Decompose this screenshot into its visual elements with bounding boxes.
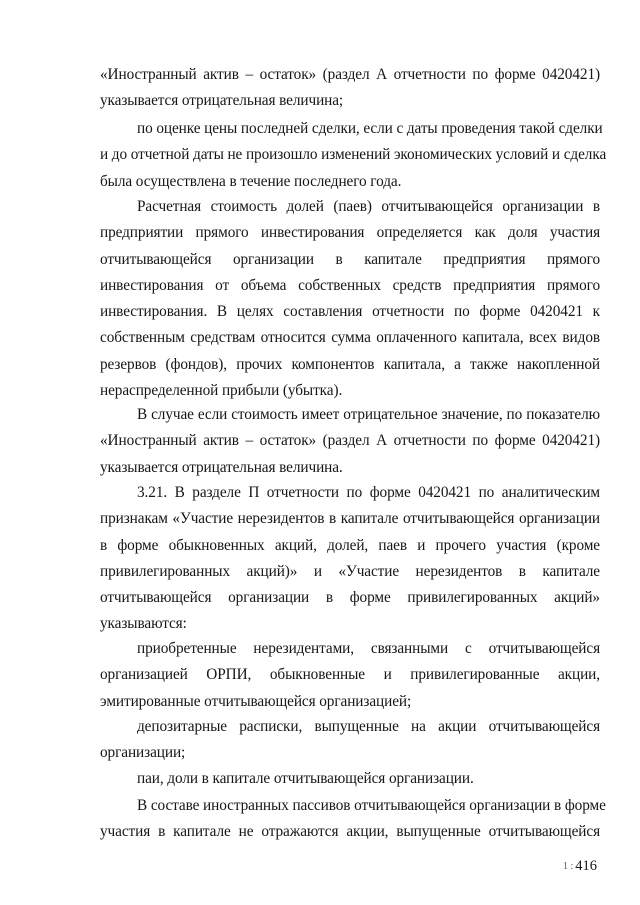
text-line: приобретенные нерезидентами, связанными с отчитывающейся bbox=[137, 640, 600, 657]
text-line: организацией ОРПИ, обыкновенные и привилегированные акции, bbox=[100, 666, 600, 684]
text-line: инвестирования. В целях составления отчетности по форме 0420421 к bbox=[100, 303, 600, 321]
text-line: и до отчетной даты не произошло изменений экономических условий и сделка bbox=[100, 146, 607, 164]
text-line: эмитированные отчитывающейся организацией; bbox=[100, 692, 412, 710]
text-line: депозитарные расписки, выпущенные на акции отчитывающейся bbox=[137, 718, 600, 735]
text-line: по оценке цены последней сделки, если с даты проведения такой сделки bbox=[137, 120, 603, 137]
text-line: Расчетная стоимость долей (паев) отчитывающейся организации в bbox=[137, 198, 600, 215]
paragraph bbox=[100, 480, 600, 638]
paragraph bbox=[100, 62, 600, 115]
text-line: предприятии прямого инвестирования определяется как доля участия bbox=[100, 224, 600, 242]
text-line: резервов (фондов), прочих компонентов капитала, а также накопленной bbox=[100, 355, 600, 373]
text-line: отчитывающейся организации в форме привилегированных акций» bbox=[100, 589, 600, 607]
text-line: 3.21. В разделе П отчетности по форме 0420421 по аналитическим bbox=[137, 484, 600, 501]
text-line: была осуществлена в течение последнего года. bbox=[100, 172, 402, 190]
page-number-mark: 1 : bbox=[563, 861, 574, 872]
page-number bbox=[563, 858, 597, 875]
text-line: инвестирования от объема собственных средств предприятия прямого bbox=[100, 276, 600, 294]
paragraph bbox=[100, 116, 607, 195]
text-line: указывается отрицательная величина. bbox=[100, 458, 343, 476]
text-line: нераспределенной прибыли (убытка). bbox=[100, 382, 343, 400]
text-line: собственным средствам относится сумма оплаченного капитала, всех видов bbox=[100, 329, 600, 347]
paragraph bbox=[100, 714, 600, 767]
text-line: признакам «Участие нерезидентов в капитале отчитывающейся организации bbox=[100, 510, 600, 528]
text-line: отчитывающейся организации в капитале предприятия прямого bbox=[100, 250, 600, 268]
text-line: паи, доли в капитале отчитывающейся организации. bbox=[137, 770, 474, 787]
page-number-value: 416 bbox=[575, 858, 598, 874]
paragraph bbox=[100, 766, 600, 792]
paragraph bbox=[100, 402, 600, 481]
text-line: В случае если стоимость имеет отрицательное значение, по показателю bbox=[137, 406, 600, 423]
text-line: организации; bbox=[100, 744, 186, 762]
text-line: привилегированных акций)» и «Участие нерезидентов в капитале bbox=[100, 562, 600, 580]
text-line: В составе иностранных пассивов отчитывающейся организации в форме bbox=[137, 797, 606, 814]
text-line: в форме обыкновенных акций, долей, паев и прочего участия (кроме bbox=[100, 536, 600, 554]
paragraph bbox=[100, 194, 600, 404]
paragraph bbox=[100, 636, 600, 715]
text-line: указывается отрицательная величина; bbox=[100, 92, 344, 110]
text-line: указываются: bbox=[100, 615, 187, 633]
text-line: «Иностранный актив – остаток» (раздел А отчетности по форме 0420421) bbox=[100, 66, 600, 83]
text-line: участия в капитале не отражаются акции, выпущенные отчитывающейся bbox=[100, 823, 600, 841]
text-line: «Иностранный актив – остаток» (раздел А отчетности по форме 0420421) bbox=[100, 432, 600, 450]
paragraph bbox=[100, 793, 606, 846]
